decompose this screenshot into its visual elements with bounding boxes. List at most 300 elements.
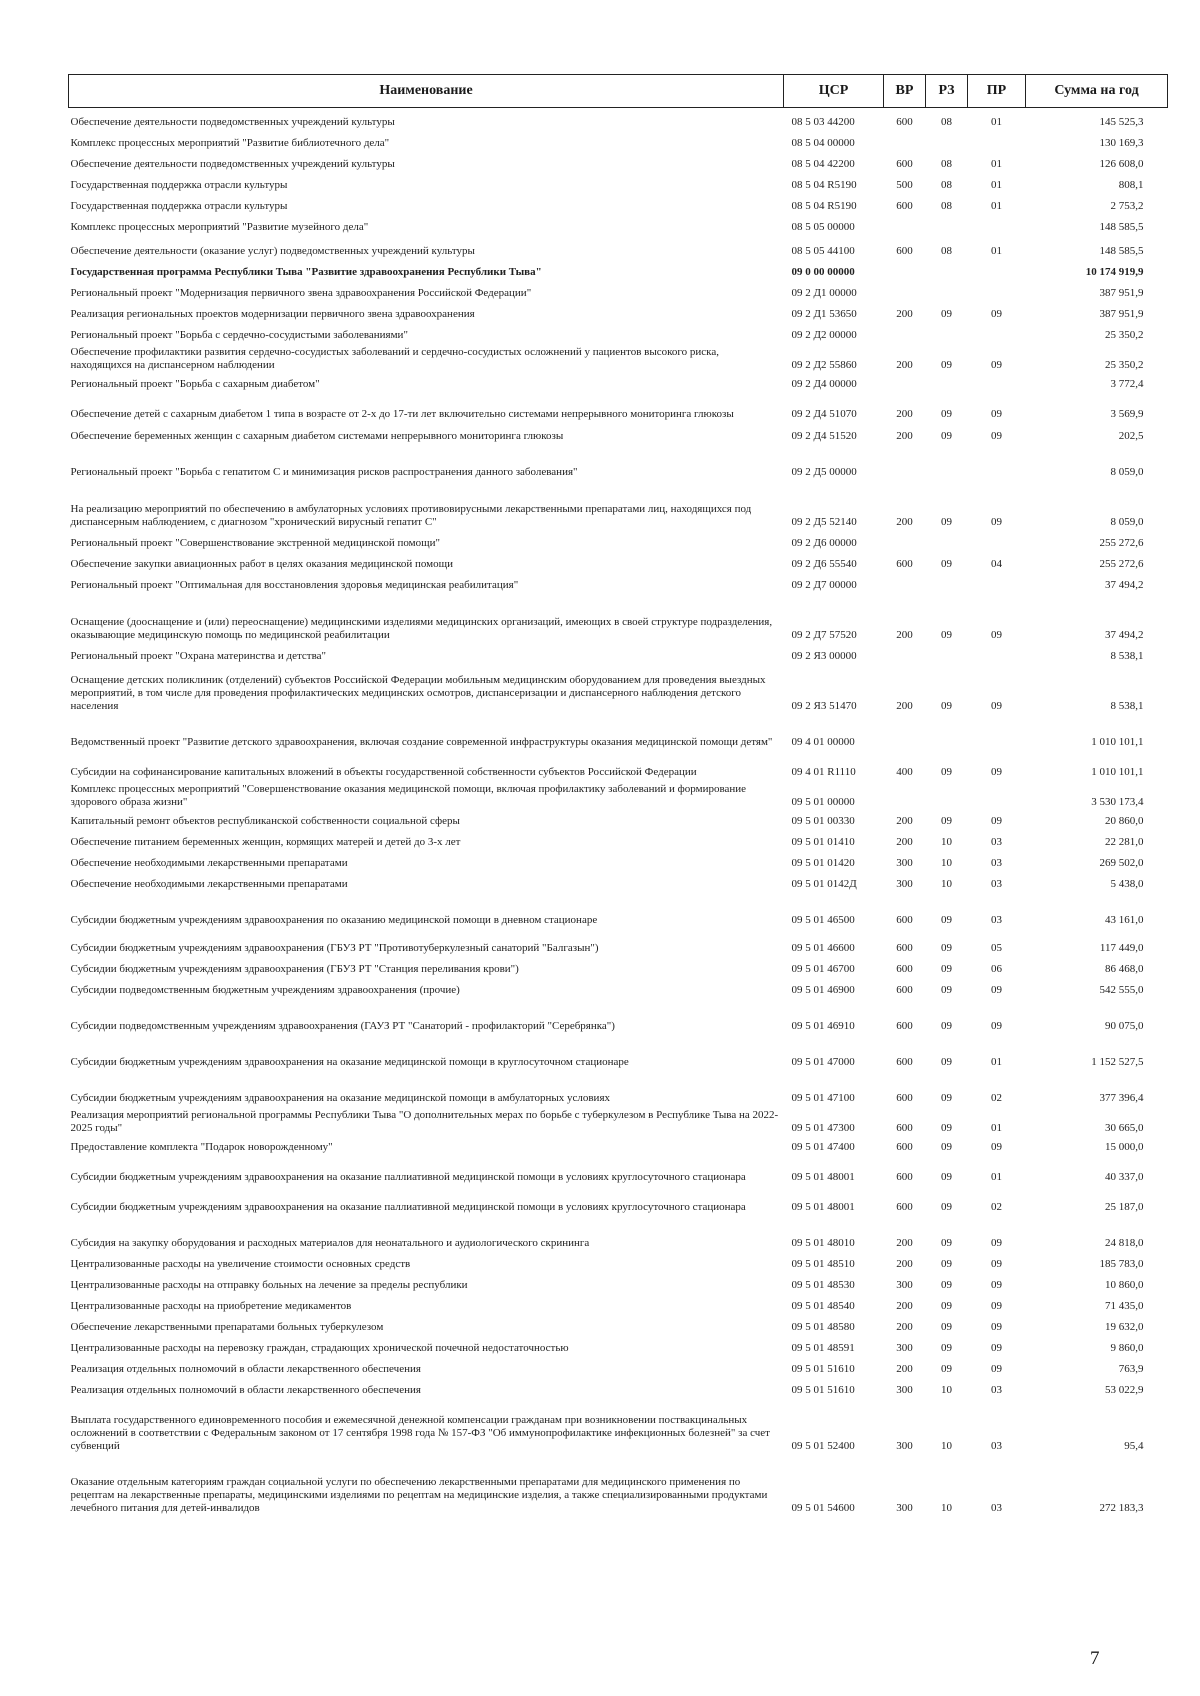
row-pr (968, 443, 1026, 479)
row-rz: 09 (941, 1257, 952, 1270)
row-sum: 8 538,1 (1110, 649, 1144, 662)
table-row (69, 342, 1168, 372)
row-sum: 22 281,0 (1105, 835, 1144, 848)
row-rz (926, 258, 968, 279)
row-vr (884, 213, 926, 234)
row-sum: 387 951,9 (1099, 286, 1144, 299)
row-vr: 600 (896, 983, 913, 996)
table-row (69, 1069, 1168, 1105)
row-name: Обеспечение закупки авиационных работ в целях оказания медицинской помощи (70, 557, 453, 570)
row-pr: 09 (991, 307, 1002, 320)
row-vr (884, 258, 926, 279)
table-row (69, 171, 1168, 192)
row-sum: 1 010 101,1 (1091, 735, 1144, 748)
row-csr: 08 5 04 42200 (791, 157, 855, 170)
row-csr: 09 5 01 48530 (791, 1278, 855, 1291)
row-rz: 10 (941, 835, 952, 848)
row-pr: 02 (991, 1200, 1002, 1213)
row-pr: 01 (991, 1055, 1002, 1068)
row-vr: 200 (896, 1320, 913, 1333)
row-csr: 09 2 Д7 57520 (791, 628, 857, 641)
row-sum: 10 860,0 (1105, 1278, 1144, 1291)
row-pr: 03 (991, 1501, 1002, 1514)
row-csr: 09 2 Д4 51520 (791, 429, 857, 442)
table-row (69, 1135, 1168, 1154)
table-row (69, 1184, 1168, 1214)
header-csr: ЦСР (784, 75, 884, 108)
row-csr: 09 5 01 48591 (791, 1341, 855, 1354)
row-vr (884, 529, 926, 550)
row-vr: 200 (896, 358, 913, 371)
row-rz: 09 (941, 699, 952, 712)
header-pr: ПР (968, 75, 1026, 108)
row-rz: 09 (941, 1236, 952, 1249)
table-row (69, 279, 1168, 300)
row-rz: 10 (941, 1439, 952, 1452)
row-rz: 09 (941, 941, 952, 954)
table-row (69, 129, 1168, 150)
table-row (69, 870, 1168, 891)
row-vr: 600 (896, 157, 913, 170)
row-rz: 09 (941, 983, 952, 996)
row-name: Региональный проект "Борьба с гепатитом С и минимизация рисков распространения данного заболевания" (70, 465, 578, 478)
row-pr: 01 (991, 199, 1002, 212)
row-sum: 30 665,0 (1105, 1121, 1144, 1134)
row-rz: 09 (941, 814, 952, 827)
table-row (69, 1292, 1168, 1313)
row-sum: 8 059,0 (1110, 515, 1144, 528)
row-name: Оснащение детских поликлиник (отделений) субъектов Российской Федерации мобильным медицинским оборудованием для проведения выездных мероприятий, в том числе для проведения профилактических медицинских осмотров, диспансеризации и диспансерного наблюдения детского населения (70, 673, 766, 712)
row-sum: 90 075,0 (1105, 1019, 1144, 1032)
row-vr (884, 642, 926, 663)
row-sum: 1 010 101,1 (1091, 765, 1144, 778)
row-rz: 10 (941, 877, 952, 890)
row-vr: 300 (896, 1439, 913, 1452)
row-vr (884, 571, 926, 592)
row-name: Региональный проект "Модернизация первичного звена здравоохранения Российской Федерации" (70, 286, 532, 299)
row-csr: 09 5 01 48001 (791, 1170, 855, 1183)
row-csr: 08 5 05 00000 (791, 220, 855, 233)
row-csr: 09 2 Д6 00000 (791, 536, 857, 549)
table-row (69, 321, 1168, 342)
row-pr: 09 (991, 814, 1002, 827)
row-vr: 300 (896, 856, 913, 869)
table-row (69, 1376, 1168, 1397)
row-name: Обеспечение деятельности (оказание услуг) подведомственных учреждений культуры (70, 244, 475, 257)
row-rz (926, 443, 968, 479)
header-vr: ВР (884, 75, 926, 108)
row-pr: 09 (991, 1278, 1002, 1291)
table-row (69, 300, 1168, 321)
row-sum: 3 772,4 (1110, 377, 1144, 390)
row-rz: 09 (941, 1091, 952, 1104)
table-row (69, 592, 1168, 642)
row-sum: 20 860,0 (1105, 814, 1144, 827)
row-vr: 600 (896, 115, 913, 128)
table-row (69, 1214, 1168, 1250)
row-name: Комплекс процессных мероприятий "Совершенствование оказания медицинской помощи, включая профилактику заболеваний и формирование здорового образа жизни" (70, 782, 747, 808)
row-name: Субсидии подведомственным учреждениям здравоохранения (ГАУЗ РТ "Санаторий - профилакторий "Серебрянка") (70, 1019, 615, 1032)
table-row (69, 1271, 1168, 1292)
row-pr: 09 (991, 1019, 1002, 1032)
row-vr (884, 129, 926, 150)
row-pr: 03 (991, 856, 1002, 869)
header-rz: РЗ (926, 75, 968, 108)
row-rz: 09 (941, 1121, 952, 1134)
row-rz: 08 (941, 199, 952, 212)
table-row (69, 1313, 1168, 1334)
row-csr: 09 2 Д7 00000 (791, 578, 857, 591)
row-vr: 300 (896, 1341, 913, 1354)
row-pr (968, 529, 1026, 550)
row-vr: 200 (896, 699, 913, 712)
row-csr: 09 2 Д1 53650 (791, 307, 857, 320)
row-sum: 9 860,0 (1110, 1341, 1144, 1354)
row-sum: 148 585,5 (1099, 220, 1144, 233)
budget-table (68, 74, 1168, 1515)
table-row (69, 1154, 1168, 1184)
row-sum: 86 468,0 (1105, 962, 1144, 975)
row-vr (884, 321, 926, 342)
header-name: Наименование (69, 75, 784, 108)
row-pr (968, 642, 1026, 663)
row-sum: 95,4 (1124, 1439, 1144, 1452)
row-vr: 600 (896, 199, 913, 212)
table-header (69, 75, 1168, 108)
row-pr (968, 279, 1026, 300)
row-sum: 25 187,0 (1105, 1200, 1144, 1213)
row-name: Обеспечение необходимыми лекарственными препаратами (70, 877, 348, 890)
row-name: Субсидии бюджетным учреждениям здравоохранения (ГБУЗ РТ "Станция переливания крови") (70, 962, 519, 975)
row-name: Реализация региональных проектов модернизации первичного звена здравоохранения (70, 307, 475, 320)
row-name: Субсидии бюджетным учреждениям здравоохранения (ГБУЗ РТ "Противотуберкулезный санаторий "Балгазын") (70, 941, 599, 954)
row-vr: 300 (896, 1383, 913, 1396)
row-csr: 09 5 01 47100 (791, 1091, 855, 1104)
table-row (69, 927, 1168, 955)
row-pr: 09 (991, 407, 1002, 420)
row-sum: 145 525,3 (1099, 115, 1144, 128)
row-sum: 387 951,9 (1099, 307, 1144, 320)
row-pr: 05 (991, 941, 1002, 954)
row-vr: 300 (896, 877, 913, 890)
row-vr: 200 (896, 429, 913, 442)
row-sum: 19 632,0 (1105, 1320, 1144, 1333)
row-pr: 09 (991, 628, 1002, 641)
row-vr: 400 (896, 765, 913, 778)
row-name: Оснащение (дооснащение и (или) переоснащение) медицинскими изделиями медицинских организаций, имеющих в своей структуре подразделения, оказывающие медицинскую помощь по медицинской реабилитации (70, 615, 773, 641)
row-pr: 01 (991, 157, 1002, 170)
row-pr: 01 (991, 1170, 1002, 1183)
row-name: Региональный проект "Борьба с сердечно-сосудистыми заболеваниями" (70, 328, 408, 341)
row-sum: 37 494,2 (1105, 628, 1144, 641)
row-csr: 09 2 Я3 00000 (791, 649, 857, 662)
row-vr: 600 (896, 1091, 913, 1104)
row-sum: 25 350,2 (1105, 328, 1144, 341)
row-name: Региональный проект "Охрана материнства и детства" (70, 649, 327, 662)
row-sum: 8 059,0 (1110, 465, 1144, 478)
budget-table-sheet (68, 74, 1167, 1515)
row-rz (926, 642, 968, 663)
row-sum: 185 783,0 (1099, 1257, 1144, 1270)
row-vr: 500 (896, 178, 913, 191)
table-row (69, 258, 1168, 279)
row-rz: 09 (941, 628, 952, 641)
row-csr: 09 5 01 47000 (791, 1055, 855, 1068)
row-csr: 09 5 01 0142Д (791, 877, 857, 890)
row-name: Централизованные расходы на отправку больных на лечение за пределы республики (70, 1278, 468, 1291)
row-name: Обеспечение питанием беременных женщин, кормящих матерей и детей до 3-х лет (70, 835, 461, 848)
row-rz: 09 (941, 407, 952, 420)
table-row (69, 391, 1168, 421)
table-body (69, 108, 1168, 1515)
row-vr: 200 (896, 1362, 913, 1375)
row-pr: 03 (991, 835, 1002, 848)
row-sum: 763,9 (1118, 1362, 1144, 1375)
row-name: Предоставление комплекта "Подарок новорожденному" (70, 1140, 333, 1153)
row-name: Ведомственный проект "Развитие детского здравоохранения, включая создание современной инфраструктуры оказания медицинской помощи детям" (70, 735, 773, 748)
row-pr: 09 (991, 699, 1002, 712)
row-name: Реализация отдельных полномочий в области лекарственного обеспечения (70, 1383, 421, 1396)
row-csr: 09 0 00 00000 (791, 265, 855, 278)
row-vr: 300 (896, 1501, 913, 1514)
row-pr: 03 (991, 1439, 1002, 1452)
row-name: Комплекс процессных мероприятий "Развитие библиотечного дела" (70, 136, 390, 149)
row-sum: 272 183,3 (1099, 1501, 1144, 1514)
row-csr: 09 5 01 46900 (791, 983, 855, 996)
row-rz: 09 (941, 1055, 952, 1068)
row-rz: 08 (941, 244, 952, 257)
row-rz: 08 (941, 157, 952, 170)
row-rz: 10 (941, 1383, 952, 1396)
table-row (69, 663, 1168, 713)
row-pr: 09 (991, 1320, 1002, 1333)
table-row (69, 192, 1168, 213)
row-vr: 600 (896, 1140, 913, 1153)
row-pr: 09 (991, 1257, 1002, 1270)
row-csr: 09 2 Д6 55540 (791, 557, 857, 570)
row-vr (884, 372, 926, 391)
row-csr: 09 5 01 00000 (791, 795, 855, 808)
row-rz: 09 (941, 1278, 952, 1291)
row-name: Субсидии бюджетным учреждениям здравоохранения на оказание паллиативной медицинской помощи в условиях круглосуточного стационара (70, 1170, 746, 1183)
row-sum: 808,1 (1118, 178, 1144, 191)
row-name: Региональный проект "Борьба с сахарным диабетом" (70, 377, 320, 390)
row-vr: 300 (896, 1278, 913, 1291)
row-csr: 09 2 Д1 00000 (791, 286, 857, 299)
row-csr: 08 5 03 44200 (791, 115, 855, 128)
row-rz: 09 (941, 358, 952, 371)
table-row (69, 1250, 1168, 1271)
row-pr: 01 (991, 1121, 1002, 1134)
row-rz (926, 713, 968, 749)
row-csr: 09 5 01 48010 (791, 1236, 855, 1249)
row-rz: 09 (941, 1019, 952, 1032)
row-vr: 600 (896, 962, 913, 975)
row-pr: 09 (991, 1299, 1002, 1312)
row-csr: 09 5 01 46500 (791, 913, 855, 926)
row-pr: 03 (991, 913, 1002, 926)
row-rz (926, 779, 968, 809)
row-pr: 03 (991, 1383, 1002, 1396)
row-sum: 117 449,0 (1099, 941, 1144, 954)
row-sum: 3 569,9 (1110, 407, 1144, 420)
row-rz: 10 (941, 1501, 952, 1514)
row-rz: 09 (941, 1200, 952, 1213)
row-csr: 09 5 01 54600 (791, 1501, 855, 1514)
row-pr (968, 713, 1026, 749)
row-rz: 09 (941, 1170, 952, 1183)
row-name: Субсидии на софинансирование капитальных вложений в объекты государственной собственности субъектов Российской Федерации (70, 765, 697, 778)
row-sum: 269 502,0 (1099, 856, 1144, 869)
row-csr: 09 5 01 01410 (791, 835, 855, 848)
row-name: Обеспечение деятельности подведомственных учреждений культуры (70, 115, 395, 128)
row-name: Централизованные расходы на приобретение медикаментов (70, 1299, 352, 1312)
row-pr: 09 (991, 515, 1002, 528)
row-csr: 09 4 01 R1110 (791, 765, 856, 778)
table-row (69, 997, 1168, 1033)
row-rz: 08 (941, 115, 952, 128)
row-csr: 09 5 01 48580 (791, 1320, 855, 1333)
row-vr: 200 (896, 307, 913, 320)
row-pr: 03 (991, 877, 1002, 890)
row-vr (884, 279, 926, 300)
row-csr: 09 5 01 51610 (791, 1383, 855, 1396)
table-row (69, 891, 1168, 927)
row-csr: 09 5 01 48001 (791, 1200, 855, 1213)
row-pr: 09 (991, 1140, 1002, 1153)
row-rz: 09 (941, 515, 952, 528)
row-vr: 200 (896, 1257, 913, 1270)
table-row (69, 571, 1168, 592)
row-rz: 09 (941, 1320, 952, 1333)
row-csr: 09 2 Я3 51470 (791, 699, 857, 712)
row-pr (968, 213, 1026, 234)
row-pr (968, 321, 1026, 342)
row-sum: 202,5 (1118, 429, 1144, 442)
row-name: Выплата государственного единовременного пособия и ежемесячной денежной компенсации гражданам при возникновении поствакцинальных осложнений в соответствии с Федеральным законом от 17 сентября 1998 года № 157-ФЗ "Об иммунопрофилактике инфекционных болезней" за счет субвенций (70, 1413, 770, 1452)
row-vr: 200 (896, 814, 913, 827)
row-name: Обеспечение беременных женщин с сахарным диабетом системами непрерывного мониторинга глюкозы (70, 429, 564, 442)
row-name: Централизованные расходы на увеличение стоимости основных средств (70, 1257, 411, 1270)
table-row (69, 108, 1168, 129)
table-row (69, 443, 1168, 479)
row-vr: 200 (896, 628, 913, 641)
row-csr: 09 5 01 01420 (791, 856, 855, 869)
row-csr: 09 5 01 51610 (791, 1362, 855, 1375)
table-row (69, 421, 1168, 443)
row-sum: 2 753,2 (1110, 199, 1144, 212)
row-name: Региональный проект "Оптимальная для восстановления здоровья медицинская реабилитация" (70, 578, 519, 591)
row-rz: 09 (941, 1362, 952, 1375)
row-sum: 126 608,0 (1099, 157, 1144, 170)
row-csr: 09 4 01 00000 (791, 735, 855, 748)
row-pr: 09 (991, 429, 1002, 442)
table-row (69, 1355, 1168, 1376)
row-name: Субсидии бюджетным учреждениям здравоохранения на оказание медицинской помощи в круглосуточном стационаре (70, 1055, 629, 1068)
row-vr: 600 (896, 1200, 913, 1213)
row-csr: 09 5 01 48510 (791, 1257, 855, 1270)
row-name: Обеспечение лекарственными препаратами больных туберкулезом (70, 1320, 384, 1333)
page-number: 7 (1090, 1648, 1100, 1669)
table-row (69, 234, 1168, 258)
row-sum: 71 435,0 (1105, 1299, 1144, 1312)
table-row (69, 372, 1168, 391)
row-name: Обеспечение деятельности подведомственных учреждений культуры (70, 157, 395, 170)
row-csr: 08 5 04 R5190 (791, 178, 857, 191)
row-vr (884, 779, 926, 809)
row-vr: 600 (896, 913, 913, 926)
row-vr: 600 (896, 1121, 913, 1134)
row-rz: 09 (941, 557, 952, 570)
table-row (69, 213, 1168, 234)
row-rz (926, 279, 968, 300)
table-row (69, 955, 1168, 976)
row-vr: 600 (896, 557, 913, 570)
table-row (69, 749, 1168, 779)
row-vr: 200 (896, 835, 913, 848)
row-pr: 09 (991, 1362, 1002, 1375)
row-pr (968, 779, 1026, 809)
row-csr: 09 5 01 47300 (791, 1121, 855, 1134)
row-name: Субсидии бюджетным учреждениям здравоохранения на оказание паллиативной медицинской помощи в условиях круглосуточного стационара (70, 1200, 746, 1213)
header-sum: Сумма на год (1026, 75, 1168, 108)
row-pr: 01 (991, 244, 1002, 257)
row-csr: 09 5 01 47400 (791, 1140, 855, 1153)
row-csr: 09 2 Д4 51070 (791, 407, 857, 420)
table-row (69, 642, 1168, 663)
table-row (69, 529, 1168, 550)
row-pr: 09 (991, 765, 1002, 778)
row-name: Государственная поддержка отрасли культуры (70, 178, 288, 191)
row-csr: 08 5 04 R5190 (791, 199, 857, 212)
row-pr (968, 129, 1026, 150)
row-name: Обеспечение профилактики развития сердечно-сосудистых заболеваний и сердечно-сосудистых осложнений у пациентов высокого риска, находящихся на диспансерном наблюдении (70, 345, 719, 371)
row-csr: 09 5 01 46910 (791, 1019, 855, 1032)
row-rz (926, 129, 968, 150)
row-pr: 09 (991, 1341, 1002, 1354)
row-rz: 09 (941, 765, 952, 778)
row-name: Субсидии бюджетным учреждениям здравоохранения на оказание медицинской помощи в амбулаторных условиях (70, 1091, 611, 1104)
table-row (69, 550, 1168, 571)
row-csr: 09 5 01 46700 (791, 962, 855, 975)
row-pr: 01 (991, 178, 1002, 191)
row-sum: 542 555,0 (1099, 983, 1144, 996)
row-pr: 06 (991, 962, 1002, 975)
table-row (69, 479, 1168, 529)
table-row (69, 976, 1168, 997)
table-row (69, 779, 1168, 809)
row-rz: 09 (941, 307, 952, 320)
row-name: Реализация отдельных полномочий в области лекарственного обеспечения (70, 1362, 421, 1375)
row-sum: 5 438,0 (1110, 877, 1144, 890)
row-sum: 3 530 173,4 (1091, 795, 1144, 808)
row-vr: 600 (896, 941, 913, 954)
row-sum: 255 272,6 (1099, 536, 1144, 549)
row-name: Субсидии подведомственным бюджетным учреждениям здравоохранения (прочие) (70, 983, 460, 996)
row-rz (926, 571, 968, 592)
table-row (69, 809, 1168, 828)
row-vr: 200 (896, 1236, 913, 1249)
row-name: Государственная программа Республики Тыва "Развитие здравоохранения Республики Тыва" (70, 265, 542, 278)
row-name: Субсидии бюджетным учреждениям здравоохранения по оказанию медицинской помощи в дневном стационаре (70, 913, 598, 926)
row-vr: 200 (896, 407, 913, 420)
row-vr: 600 (896, 1055, 913, 1068)
table-row (69, 849, 1168, 870)
row-vr: 200 (896, 515, 913, 528)
row-name: Обеспечение необходимыми лекарственными препаратами (70, 856, 348, 869)
row-csr: 09 2 Д4 00000 (791, 377, 857, 390)
row-csr: 09 2 Д2 55860 (791, 358, 857, 371)
